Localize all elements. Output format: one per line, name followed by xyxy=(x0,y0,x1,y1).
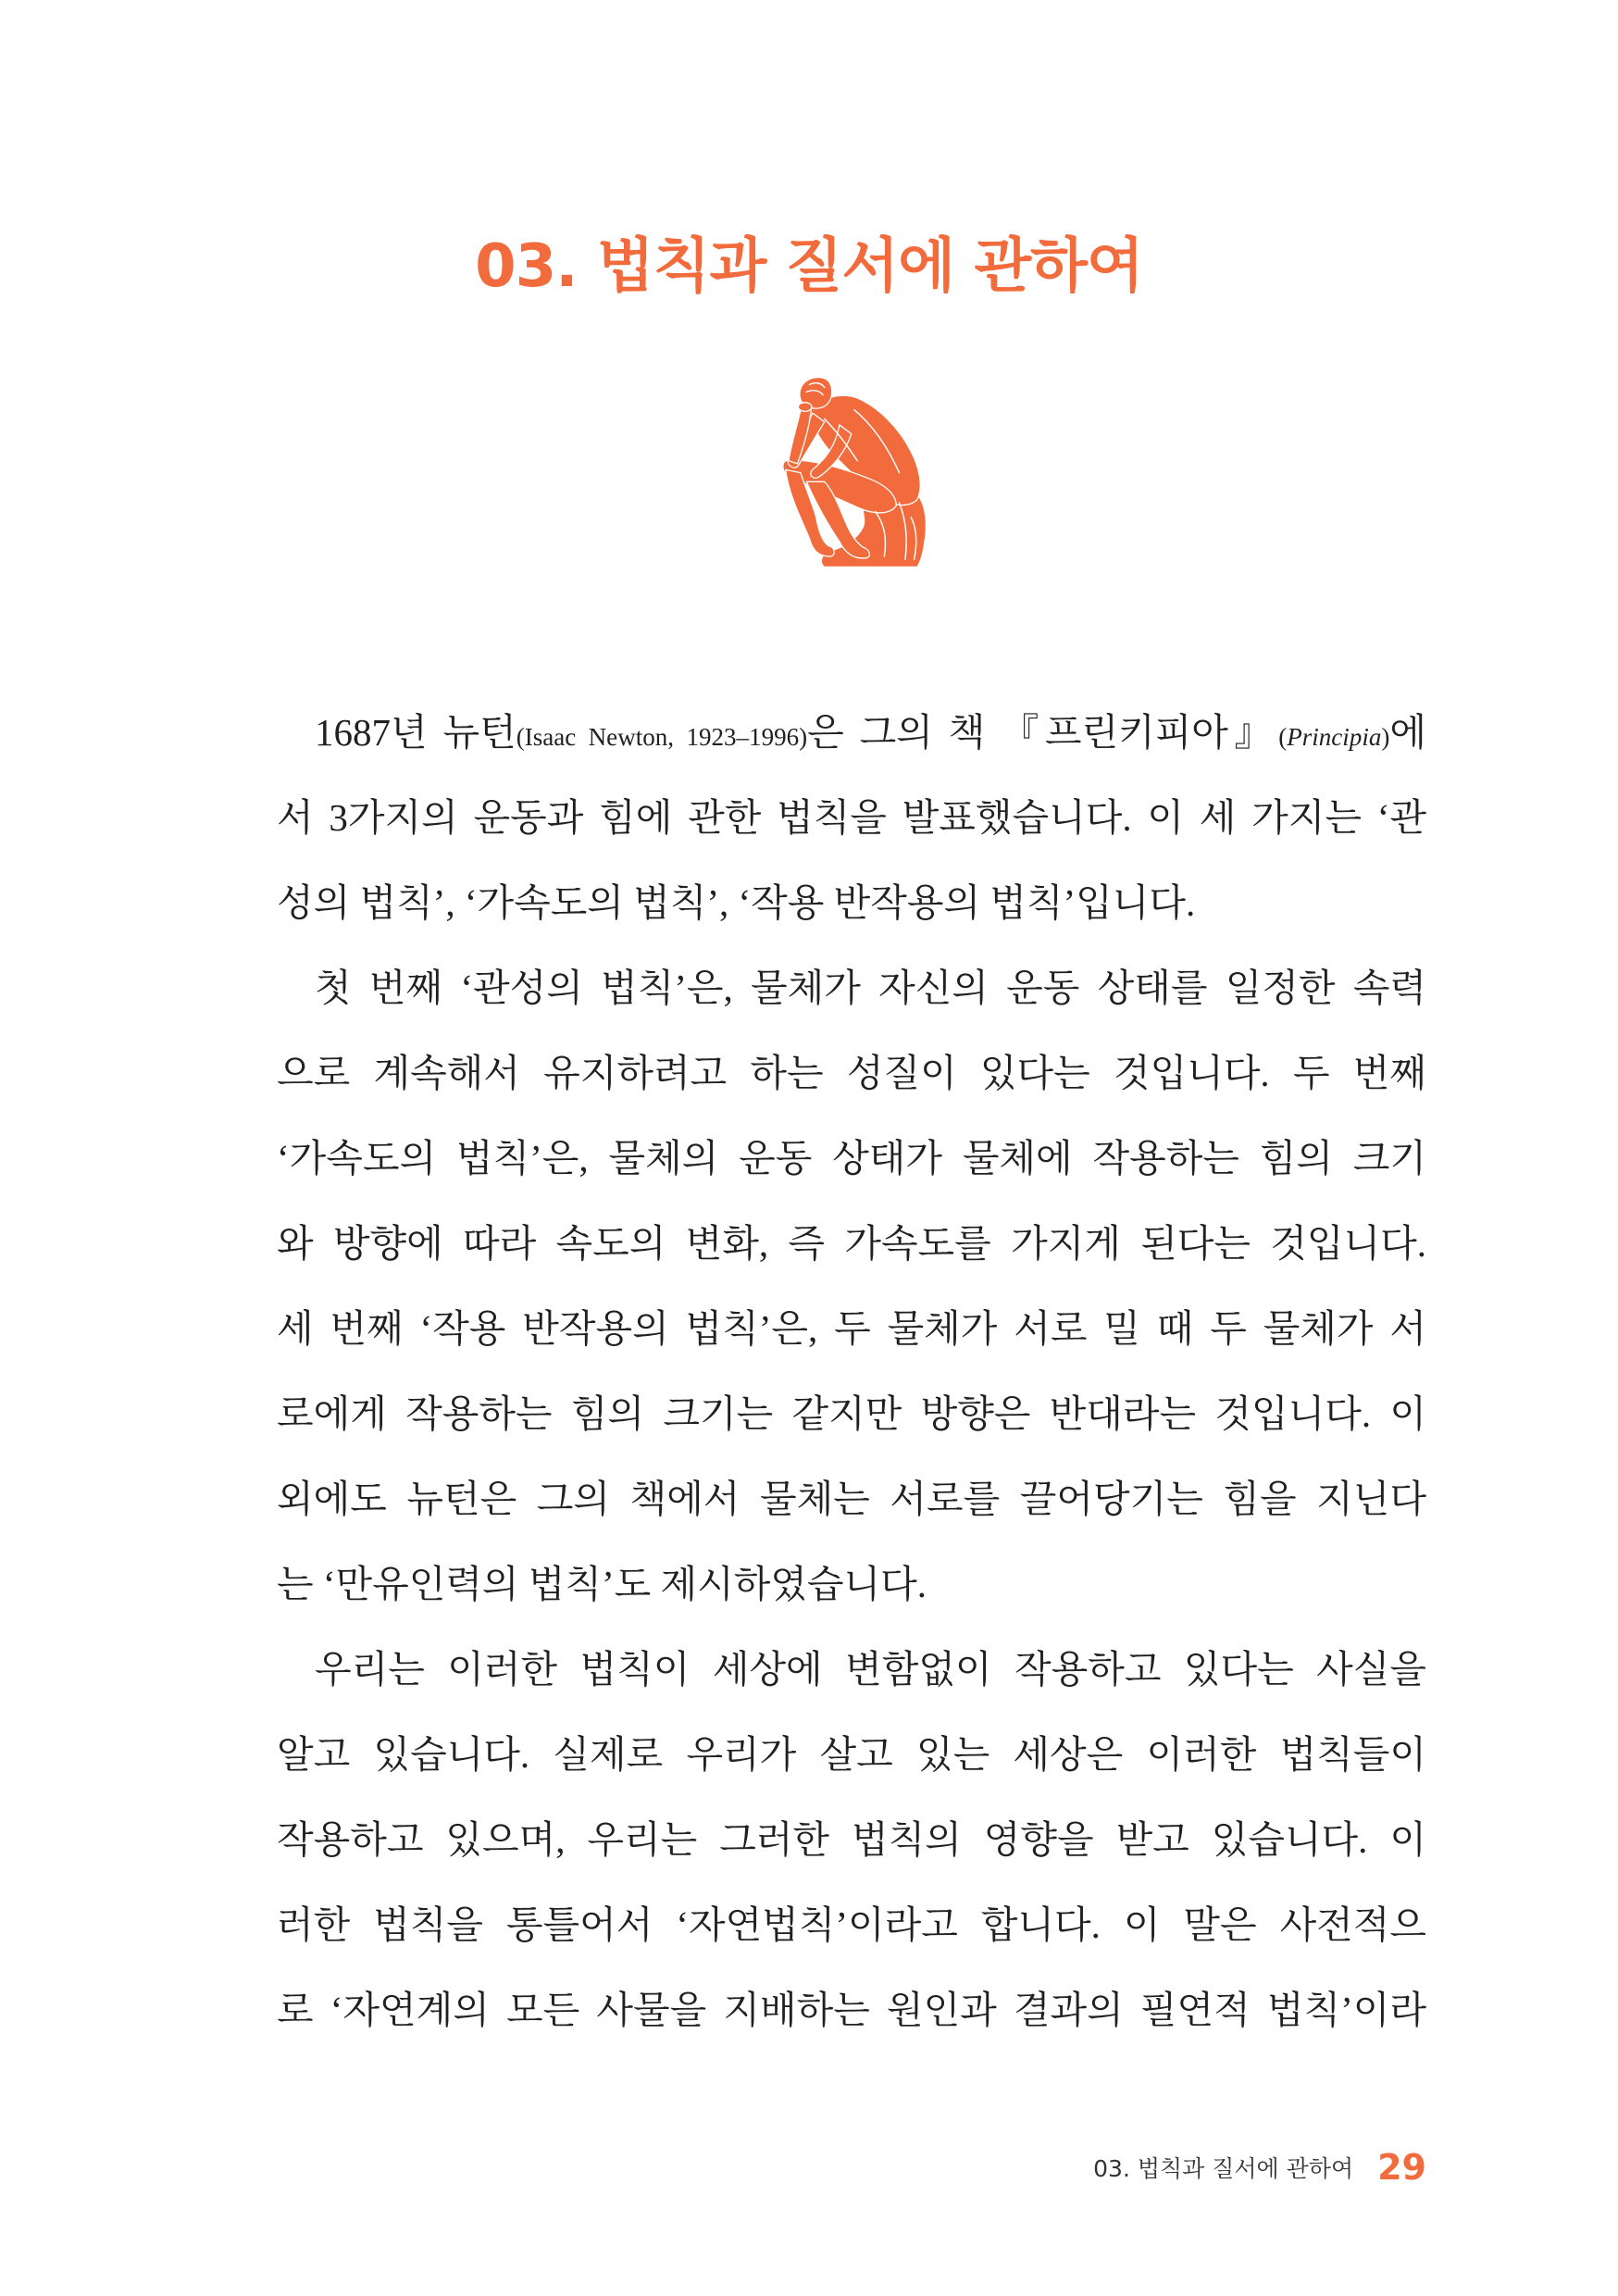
paragraph-1-line-2: 서 3가지의 운동과 힘에 관한 법칙을 발표했습니다. 이 세 가지는 ‘관 xyxy=(277,796,1426,839)
text-segment: 1687년 뉴턴 xyxy=(315,711,517,754)
paragraph-2-line-8: 는 ‘만유인력의 법칙’도 제시하였습니다. xyxy=(277,1563,927,1605)
paragraph-1-line-1 xyxy=(277,690,1426,775)
paragraph-3-line-3: 작용하고 있으며, 우리는 그러한 법칙의 영향을 받고 있습니다. 이 xyxy=(277,1818,1426,1861)
thinker-statue-icon xyxy=(779,374,929,568)
body-text xyxy=(277,690,1426,2053)
chapter-title: 03. 법칙과 질서에 관하여 xyxy=(475,231,1143,301)
paragraph-3-line-4: 러한 법칙을 통틀어서 ‘자연법칙’이라고 합니다. 이 말은 사전적으 xyxy=(277,1903,1426,1946)
paragraph-2-line-4: 와 방향에 따라 속도의 변화, 즉 가속도를 가지게 된다는 것입니다. xyxy=(277,1222,1426,1265)
paragraph-2-line-6: 로에게 작용하는 힘의 크기는 같지만 방향은 반대라는 것입니다. 이 xyxy=(277,1392,1426,1435)
principia-title-aside: Principia xyxy=(1287,723,1382,751)
paren-close: ) xyxy=(1381,723,1390,751)
paragraph-3-line-5: 로 ‘자연계의 모든 사물을 지배하는 원인과 결과의 필연적 법칙’이라 xyxy=(277,1989,1426,2031)
page-number: 29 xyxy=(1377,2147,1426,2188)
paragraph-2-line-3: ‘가속도의 법칙’은, 물체의 운동 상태가 물체에 작용하는 힘의 크기 xyxy=(277,1137,1426,1179)
paragraph-1-line-3: 성의 법칙’, ‘가속도의 법칙’, ‘작용 반작용의 법칙’입니다. xyxy=(277,881,1196,924)
newton-name-aside: (Isaac Newton, 1923–1996) xyxy=(516,723,808,751)
text-segment: 은 그의 책 『프린키피아』 xyxy=(807,711,1279,754)
paragraph-2-line-2: 으로 계속해서 유지하려고 하는 성질이 있다는 것입니다. 두 번째 xyxy=(277,1052,1426,1094)
paragraph-2-line-1: 첫 번째 ‘관성의 법칙’은, 물체가 자신의 운동 상태를 일정한 속력 xyxy=(315,967,1426,1009)
statue-hand xyxy=(798,403,812,412)
running-head: 03. 법칙과 질서에 관하여 xyxy=(1093,2155,1354,2182)
text-segment: 에 xyxy=(1389,711,1426,754)
paragraph-2-line-7: 외에도 뉴턴은 그의 책에서 물체는 서로를 끌어당기는 힘을 지닌다 xyxy=(277,1478,1426,1520)
paren-open: ( xyxy=(1278,723,1288,751)
paragraph-3-line-1: 우리는 이러한 법칙이 세상에 변함없이 작용하고 있다는 사실을 xyxy=(315,1648,1426,1691)
paragraph-2-line-5: 세 번째 ‘작용 반작용의 법칙’은, 두 물체가 서로 밀 때 두 물체가 서 xyxy=(277,1307,1426,1350)
page-footer xyxy=(1093,2144,1426,2190)
paragraph-3-line-2: 알고 있습니다. 실제로 우리가 살고 있는 세상은 이러한 법칙들이 xyxy=(277,1733,1426,1776)
